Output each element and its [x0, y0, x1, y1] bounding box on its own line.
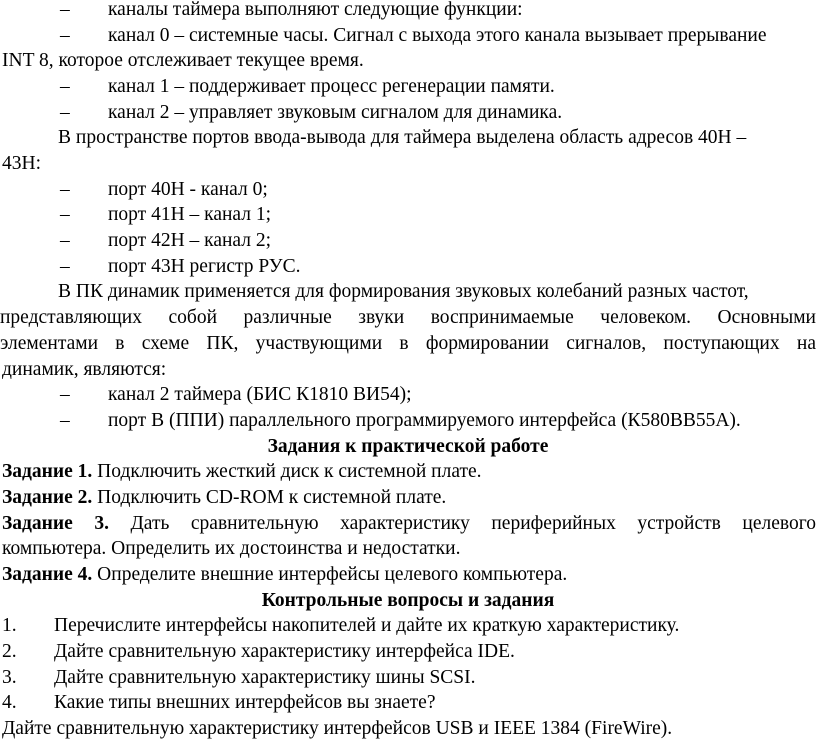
- list-item-text: порт 41Н – канал 1;: [108, 204, 272, 226]
- list-item-text: порт 42Н – канал 2;: [108, 230, 272, 252]
- task-label: Задание 2.: [2, 486, 93, 508]
- bullet-dash: –: [60, 76, 70, 98]
- bullet-dash: –: [60, 255, 70, 277]
- bullet-dash: –: [60, 0, 70, 20]
- list-item-text: каналы таймера выполняют следующие функции:: [108, 0, 523, 20]
- question-item: [0, 639, 816, 665]
- list-item-text: канал 0 – системные часы. Сигнал с выхода этого канала вызывает прерывание: [108, 24, 767, 46]
- question-item: [0, 690, 816, 716]
- list-item-text: порт В (ППИ) параллельного программируемого интерфейса (К580ВВ55А).: [108, 409, 741, 431]
- question-text: Перечислите интерфейсы накопителей и дайте их краткую характеристику.: [54, 615, 680, 637]
- bullet-dash: –: [60, 409, 70, 431]
- list-item: [0, 254, 816, 280]
- list-item-text: канал 1 – поддерживает процесс регенерации памяти.: [108, 76, 555, 98]
- paragraph-line: представляющих собой различные звуки воспринимаемые человеком. Основными: [0, 307, 816, 329]
- paragraph-line: элементами в схеме ПК, участвующими в формировании сигналов, поступающих на: [0, 332, 816, 354]
- question-number: 3.: [2, 666, 17, 688]
- list-item: [0, 408, 816, 434]
- questions-heading: Контрольные вопросы и задания: [261, 589, 555, 611]
- bullet-dash: –: [60, 24, 70, 46]
- question-item: [0, 665, 816, 691]
- tasks-heading: Задания к практической работе: [267, 435, 549, 457]
- list-item: [0, 202, 816, 228]
- bullet-dash: –: [60, 384, 70, 406]
- paragraph-line: 43Н:: [2, 153, 41, 175]
- list-item: [0, 382, 816, 408]
- paragraph-line: В ПК динамик применяется для формирования звуковых колебаний разных частот,: [58, 281, 749, 303]
- question-item: [0, 613, 816, 639]
- paragraph-line: динамик, являются:: [2, 358, 167, 380]
- task-label: Задание 4.: [2, 563, 93, 585]
- list-item: [0, 177, 816, 203]
- list-item-text: порт 40Н - канал 0;: [108, 178, 268, 200]
- task-item: [2, 485, 446, 511]
- task-text: Подключить жесткий диск к системной плате.: [92, 461, 482, 483]
- list-item-text: канал 2 – управляет звуковым сигналом для динамика.: [108, 101, 563, 123]
- list-item: [0, 228, 816, 254]
- question-text: Дайте сравнительную характеристику интерфейса IDE.: [54, 640, 515, 662]
- task-item: [2, 459, 482, 485]
- task-text: Подключить CD-ROM к системной плате.: [92, 486, 447, 508]
- bullet-dash: –: [60, 204, 70, 226]
- task-item: [2, 511, 816, 537]
- question-text: Дайте сравнительную характеристику шины SCSI.: [54, 666, 476, 688]
- bullet-dash: –: [60, 178, 70, 200]
- bullet-dash: –: [60, 230, 70, 252]
- question-number: 1.: [2, 615, 17, 637]
- task-text: Дать сравнительную характеристику периферийных устройств целевого: [108, 512, 816, 534]
- paragraph-continuation: INT 8, которое отслеживает текущее время.: [2, 50, 364, 72]
- task-label: Задание 1.: [2, 461, 93, 483]
- question-number: 4.: [2, 692, 17, 714]
- task-text: Определите внешние интерфейсы целевого компьютера.: [92, 563, 568, 585]
- task-item-continuation: компьютера. Определить их достоинства и недостатки.: [2, 538, 461, 560]
- list-item: [0, 23, 816, 49]
- question-number: 2.: [2, 640, 17, 662]
- bullet-dash: –: [60, 101, 70, 123]
- final-line: Дайте сравнительную характеристику интерфейсов USB и IEEE 1384 (FireWire).: [2, 718, 673, 739]
- paragraph-line: В пространстве портов ввода-вывода для таймера выделена область адресов 40Н –: [58, 127, 747, 149]
- list-item: [0, 74, 816, 100]
- question-text: Какие типы внешних интерфейсов вы знаете?: [54, 692, 436, 714]
- list-item-text: порт 43Н регистр РУС.: [108, 255, 301, 277]
- task-item: [2, 562, 567, 588]
- list-item: [0, 0, 816, 23]
- list-item-text: канал 2 таймера (БИС К1810 ВИ54);: [108, 384, 412, 406]
- list-item: [0, 100, 816, 126]
- task-label: Задание 3.: [2, 512, 109, 534]
